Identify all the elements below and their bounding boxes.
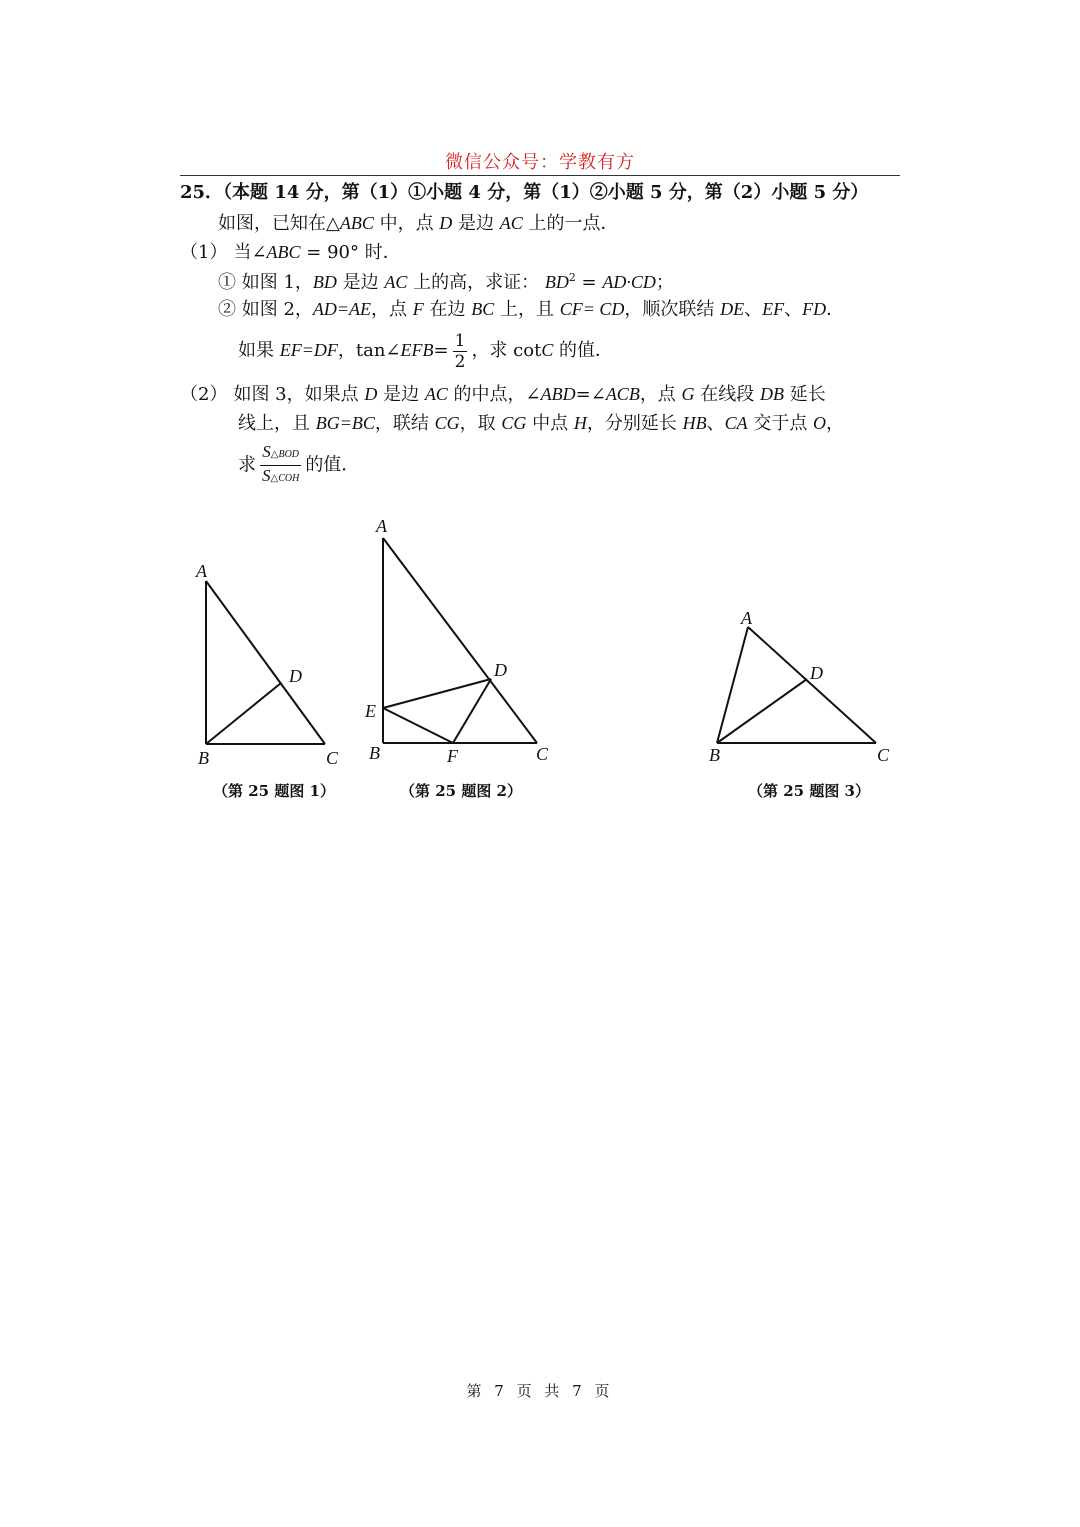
fig1-label-a: A [196,561,207,581]
part1-header: （1） 当∠ABC = 90° 时． [180,242,401,263]
fig1-label-b: B [198,748,209,768]
problem-title: 25．（本题 14 分，第（1）①小题 4 分，第（1）②小题 5 分，第（2）小题 5 分） [180,182,869,203]
fig3-label-a: A [741,608,752,628]
part1-subquestion-1: ① 如图 1，BD 是边 AC 上的高，求证： $BD^2 = AD\cdot CD$； [218,271,674,293]
fig1-segment-bd [206,683,281,744]
fig1-label-c: C [326,748,339,768]
part2-line-2: 线上，且 BG=BC，联结 CG，取 CG 中点 H，分别延长 HB、CA 交于点 O， [238,413,845,434]
fig3-label-c: C [877,745,890,765]
part2-line-1: （2） 如图 3，如果点 D 是边 AC 的中点，∠ABD=∠ACB，点 G 在线段 DB 延长 [180,384,826,405]
fig3-segment-ab [717,627,748,743]
fig3-label-d: D [810,663,823,683]
part2-line-3: 求 $\frac{\text{S△BOD}}{\text{S△COH}}$ 的值． [238,442,359,489]
fig1-segment-ac [206,581,325,744]
fig2-label-b: B [369,743,380,763]
fig3-segment-ac [748,627,876,743]
figure-1-diagram [180,550,360,780]
part1-subquestion-2: ② 如图 2，AD=AE，点 F 在边 BC 上，且 CF= CD，顺次联结 DE、EF、FD． [218,299,845,320]
fig2-segment-de [383,679,491,708]
fraction-one-half: $\frac{1}{2}$ [454,330,466,372]
fig3-segment-bd [717,679,807,743]
fig1-label-d: D [289,666,302,686]
part1-subquestion-2-condition: 如果 EF=DF，tan∠EFB= $\frac{1}{2}$ ，求 cotC 的值． [238,330,614,372]
figure-3-diagram [700,600,900,780]
fig2-label-e: E [365,701,376,721]
figure-2-diagram [355,510,565,780]
fig2-label-d: D [494,660,507,680]
figure-2-caption: （第 25 题图 2） [400,782,522,800]
header-rule [180,175,900,176]
fraction-area-ratio: $\frac{\text{S△BOD}}{\text{S△COH}}$ [262,442,300,485]
fig2-label-f: F [447,746,458,766]
fig2-segment-ef [383,708,453,743]
fig3-label-b: B [709,745,720,765]
page-footer: 第 7 页 共 7 页 [466,1382,614,1400]
figure-3-caption: （第 25 题图 3） [748,782,870,800]
figure-1-caption: （第 25 题图 1） [213,782,335,800]
fig2-label-c: C [536,744,549,764]
problem-intro: 如图，已知在△ABC 中，点 D 是边 AC 上的一点． [218,213,619,234]
fig2-label-a: A [376,516,387,536]
watermark-header: 微信公众号：学教有方 [445,152,635,173]
fig2-segment-ac [383,538,537,743]
